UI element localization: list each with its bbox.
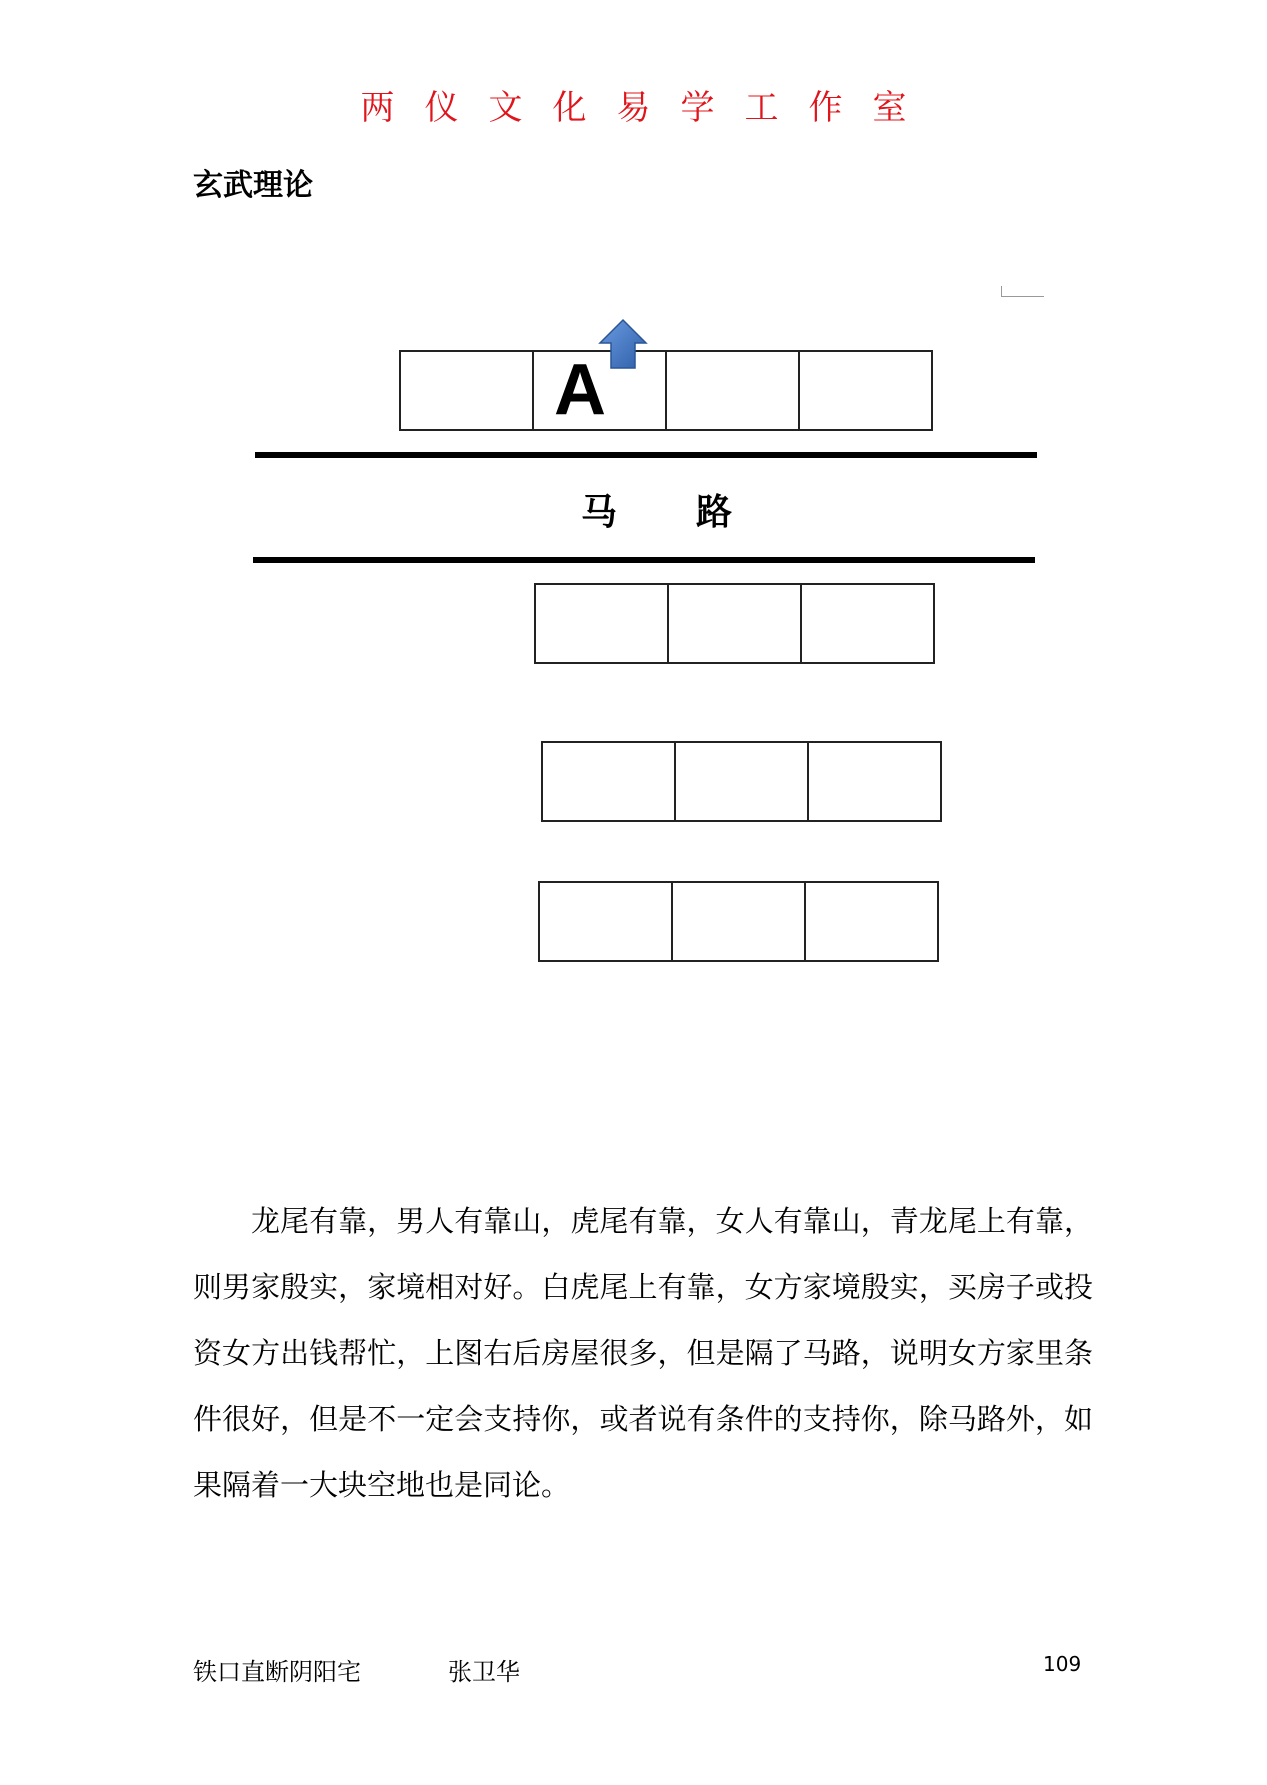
house-cell [667,583,802,664]
studio-title: 两仪文化易学工作室 [360,88,937,128]
house-cell [399,350,534,431]
footer-author: 张卫华 [448,1658,520,1686]
house-cell [674,741,809,822]
house-cell [807,741,942,822]
house-cell [534,583,669,664]
arrow-up-icon [598,318,648,370]
house-row-south-2 [541,741,942,822]
corner-mark [1001,286,1044,297]
house-a-label: A [554,350,606,430]
road-edge-bottom [253,557,1035,563]
road-label-right: 路 [696,492,733,533]
house-cell [538,881,673,962]
house-row-south-3 [538,881,939,962]
section-title: 玄武理论 [193,168,313,203]
house-row-south-1 [534,583,935,664]
body-paragraph: 龙尾有靠，男人有靠山，虎尾有靠，女人有靠山，青龙尾上有靠，则男家殷实，家境相对好。白虎尾上有靠，女方家境殷实，买房子或投资女方出钱帮忙，上图右后房屋很多，但是隔了马路，说明女方家里条件很好，但是不一定会支持你，或者说有条件的支持你，除马路外，如果隔着一大块空地也是同论。 [193,1204,1093,1502]
house-cell [804,881,939,962]
house-cell [798,350,933,431]
house-cell [800,583,935,664]
road-label-left: 马 [581,492,618,533]
footer-book-title: 铁口直断阴阳宅 [193,1658,361,1686]
house-cell [541,741,676,822]
house-cell [671,881,806,962]
house-row-north [399,350,933,431]
page-number: 109 [1043,1652,1082,1676]
house-cell [665,350,800,431]
road-edge-top [255,452,1037,458]
